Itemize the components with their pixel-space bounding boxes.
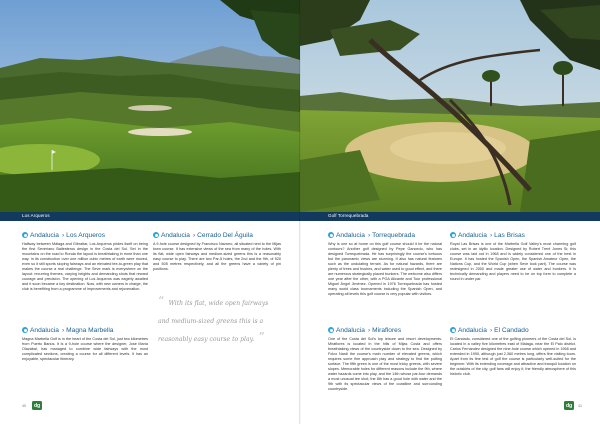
- article-region: Andalucia: [336, 326, 365, 334]
- close-quote-icon: ”: [258, 330, 265, 344]
- photo-caption-bar: [300, 212, 600, 221]
- page-number: 41: [578, 403, 582, 408]
- page-footer: [564, 401, 582, 410]
- chevron-separator-icon: ›: [367, 231, 371, 239]
- article-region: Andalucia: [458, 326, 487, 334]
- chevron-separator-icon: ›: [367, 326, 371, 334]
- right-page: [300, 0, 600, 424]
- dg-logo: dg: [32, 401, 42, 410]
- circle-bullet-icon: [328, 232, 334, 238]
- article-title: Miraflores: [372, 326, 402, 334]
- chevron-separator-icon: ›: [489, 231, 493, 239]
- page-number: 40: [22, 403, 26, 408]
- circle-bullet-icon: [153, 232, 159, 238]
- article-heading: [328, 230, 442, 240]
- article-cerrado-del-aguila: [153, 230, 281, 272]
- page-footer: [22, 401, 42, 410]
- pull-quote: [158, 292, 278, 346]
- article-body: Halfway between Málaga and Gibraltar, Los Arqueros prides itself on being the first Severiano Ballesteros design in the Costa del Sol. Set in the mountains on the road to Ronda the layout is breathtaking in more than one way. In its construction over one million cubic metres of earth were moved, even so it still sports sloping fairways and an elevated tee-to-green play that makes the course a real challenge. The Seve mark is everywhere on the layout: recurring themes, varying heights and demanding shots that reward courage and precision. The opening of Los Arqueros was eagerly awaited and it soon became a key destination. Now, with new owners in charge, the club is benefiting from a programme of improvements and rejuvenation.: [22, 242, 148, 292]
- article-heading: [450, 325, 576, 335]
- article-los-arqueros: [22, 230, 148, 292]
- photo-caption: Los Arqueros: [22, 213, 50, 218]
- article-region: Andalucia: [30, 231, 59, 239]
- article-region: Andalucia: [30, 326, 59, 334]
- article-region: Andalucia: [161, 231, 190, 239]
- article-title: Las Brisas: [494, 231, 525, 239]
- article-title: Magna Marbella: [66, 326, 114, 334]
- open-quote-icon: “: [158, 294, 165, 308]
- dg-logo: dg: [564, 401, 574, 410]
- article-heading: [22, 230, 148, 240]
- article-heading: [22, 325, 148, 335]
- article-heading: [450, 230, 576, 240]
- article-body: A 9-hole course designed by Francisco Navarro, all situated next to the Mijas town course. It has extensive views of the sea from many of the holes. With its flat, wide open fairways and medium-sized greens this is a reasonably easy course to play. There are two Par-5 holes, the 2nd and the 9th, of 520 and 505 metres respectively, and all the greens have a variety of pin positions.: [153, 242, 281, 272]
- book-spine: [299, 0, 301, 424]
- chevron-separator-icon: ›: [192, 231, 196, 239]
- article-miraflores: [328, 325, 442, 393]
- los-arqueros-photo: [0, 0, 300, 212]
- article-el-candado: [450, 325, 576, 377]
- article-region: Andalucia: [336, 231, 365, 239]
- circle-bullet-icon: [450, 232, 456, 238]
- article-title: Los Arqueros: [66, 231, 106, 239]
- article-torrequebrada: [328, 230, 442, 298]
- photo-caption-bar: [0, 212, 300, 221]
- chevron-separator-icon: ›: [61, 231, 65, 239]
- circle-bullet-icon: [22, 327, 28, 333]
- article-las-brisas: [450, 230, 576, 282]
- article-magna-marbella: [22, 325, 148, 362]
- chevron-separator-icon: ›: [61, 326, 65, 334]
- article-title: El Candado: [494, 326, 529, 334]
- circle-bullet-icon: [22, 232, 28, 238]
- article-body: One of the Costa del Sol's top leisure and resort developments. Miraflores is located in the hills of Mijas Costa and offers breathtaking views of the countryside down to the sea. Designed by Folco Nardi the course's main number of elevated greens, which requires some fine approach play and strategy to find the putting surface. The fifth green is one of the most tricky greens, with severe slopes. Memorable holes for different reasons include the 9th, where water hazards come into play, and the 14th whose par-four demands a most unusual tee shot; the 8th has a good hole with water and the 9th with its spectacular views of the coastline and surrounding countryside.: [328, 337, 442, 392]
- article-heading: [153, 230, 281, 240]
- article-title: Cerrado Del Águila: [197, 231, 253, 239]
- article-body: El Candado, considered one of the golfing pioneers of the Costa del Sol, is located in a valley five kilometres east of Málaga, near the El Palo district. Carlos Fernández designed the nine-hole course which opened in 1968 and extended in 1990, although just 2,360 metres long, offers fine visiting tours. Apart from its fine test of golf the course is particularly well-suited for the beginner. With its extending coverage and attractive and tranquil location on the outskirts of the city, golf fans will enjoy it, the friendly atmosphere of this historic club.: [450, 337, 576, 377]
- circle-bullet-icon: [328, 327, 334, 333]
- article-body: Magna Marbella Golf is in the heart of the Costa del Sol, just two kilometres from Puerto Banús. It is a 9-hole course where the designer, José María Olazábal, has managed to combine wide fairways with the most complicated sections, creating a course for all different levels. It has an enjoyable, spectacular itinerary.: [22, 337, 148, 362]
- article-title: Torrequebrada: [372, 231, 416, 239]
- torrequebrada-photo: [300, 0, 600, 212]
- photo-caption: Golf Torrequebrada: [328, 213, 369, 218]
- article-region: Andalucia: [458, 231, 487, 239]
- article-heading: [328, 325, 442, 335]
- article-body: Why is one so at home on this golf course should it be the natural contours? Another golf designed by Pepe Gancedo, who has designed Torrequebrada. He has surprisingly the course's tortuous but the panoramic views are stunning. It also has natural features such as the undulating terrain. As for natural hazards, there are plenty of trees and bushes, and water used to good effect, and there are numerous strategically placed bunkers. The welcome also differs one year after the other, with a PGA Alicante and Tour professional Miguel Ángel Jiménez. Opened in 1976 Torrequebrada has hosted many world class tournaments including the Spanish Open, and operating all levels this golf course is very popular with visitors.: [328, 242, 442, 297]
- chevron-separator-icon: ›: [489, 326, 493, 334]
- article-body: Royal Las Brisas is one of the Marbella Golf Valley's most charming golf clubs, set in an idyllic location. Designed by Robert Trent Jones Sr, this course was laid out in 1968 and is widely considered one of the best in Europe. It has hosted the Spanish Open, the Spanish Amateur Open, the Nations Cup, and the World Cup (when Seve took part). The course was redesigned in 2000 and made greater use of water and bunkers. It is technically demanding and players need to be on top form to complete a round in under par.: [450, 242, 576, 282]
- pull-quote-text: With its flat, wide open fairways and medium-sized greens this is a reasonably easy course to play.: [158, 300, 269, 343]
- circle-bullet-icon: [450, 327, 456, 333]
